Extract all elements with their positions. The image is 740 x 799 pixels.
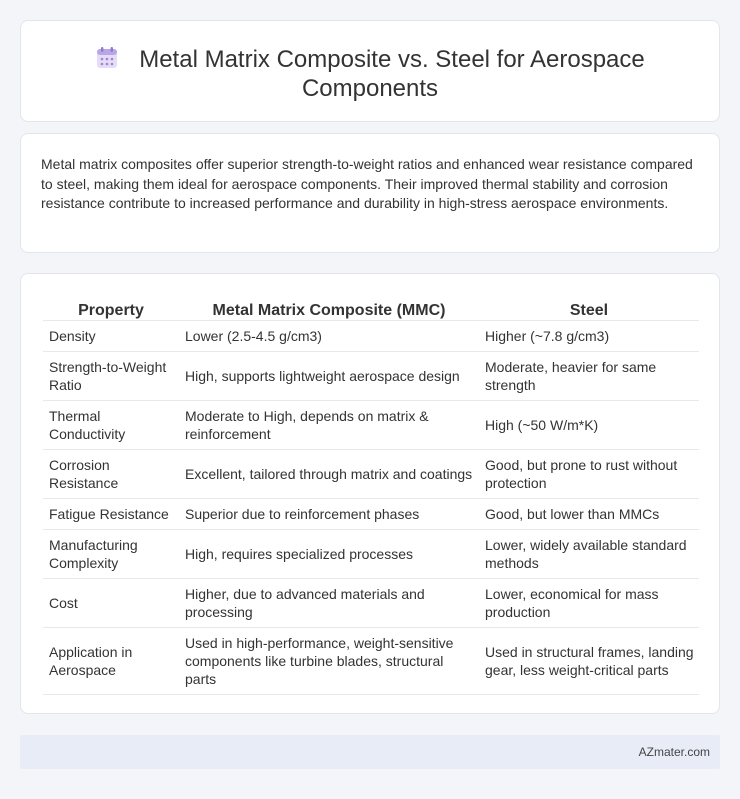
table-row: [43, 351, 699, 400]
comparison-card: [20, 273, 720, 714]
cell-steel: Used in structural frames, landing gear, less weight-critical parts: [479, 627, 699, 694]
cell-steel: Good, but lower than MMCs: [479, 498, 699, 529]
footer-bar: [20, 735, 720, 769]
cell-mmc: Higher, due to advanced materials and processing: [179, 578, 479, 627]
header-mmc: Metal Matrix Composite (MMC): [179, 296, 479, 320]
cell-property: Application in Aerospace: [43, 627, 179, 694]
table-row: [43, 627, 699, 694]
cell-property: Thermal Conductivity: [43, 400, 179, 449]
title-card: [20, 20, 720, 122]
cell-steel: Moderate, heavier for same strength: [479, 351, 699, 400]
cell-mmc: High, supports lightweight aerospace design: [179, 351, 479, 400]
cell-steel: High (~50 W/m*K): [479, 400, 699, 449]
comparison-table: [43, 296, 699, 695]
table-header-row: [43, 296, 699, 320]
cell-steel: Lower, economical for mass production: [479, 578, 699, 627]
table-row: [43, 320, 699, 351]
cell-mmc: Used in high-performance, weight-sensitive components like turbine blades, structural parts: [179, 627, 479, 694]
table-row: [43, 529, 699, 578]
table-row: [43, 400, 699, 449]
cell-mmc: Excellent, tailored through matrix and coatings: [179, 449, 479, 498]
cell-mmc: Moderate to High, depends on matrix & reinforcement: [179, 400, 479, 449]
cell-property: Fatigue Resistance: [43, 498, 179, 529]
cell-mmc: High, requires specialized processes: [179, 529, 479, 578]
cell-property: Corrosion Resistance: [43, 449, 179, 498]
title-line-2: Components: [301, 75, 439, 102]
cell-property: Density: [43, 320, 179, 351]
cell-steel: Lower, widely available standard methods: [479, 529, 699, 578]
table-row: [43, 449, 699, 498]
header-property: Property: [43, 296, 179, 320]
cell-property: Cost: [43, 578, 179, 627]
cell-property: Manufacturing Complexity: [43, 529, 179, 578]
cell-mmc: Lower (2.5-4.5 g/cm3): [179, 320, 479, 351]
cell-mmc: Superior due to reinforcement phases: [179, 498, 479, 529]
title-line-1: Metal Matrix Composite vs. Steel for Aerospace: [139, 46, 645, 73]
footer-brand: AZmater.com: [638, 745, 710, 759]
table-row: [43, 498, 699, 529]
description-card: [20, 133, 720, 253]
header-steel: Steel: [479, 296, 699, 320]
description-text: Metal matrix composites offer superior strength-to-weight ratios and enhanced wear resistance compared to steel, making them ideal for aerospace components. Their improved thermal stability and corrosion resistance contribute to increased performance and durability in high-stress aerospace environments.: [41, 156, 693, 211]
cell-steel: Higher (~7.8 g/cm3): [479, 320, 699, 351]
calendar-icon: [95, 46, 119, 70]
cell-property: Strength-to-Weight Ratio: [43, 351, 179, 400]
cell-steel: Good, but prone to rust without protection: [479, 449, 699, 498]
table-row: [43, 578, 699, 627]
page-title: [21, 45, 719, 103]
